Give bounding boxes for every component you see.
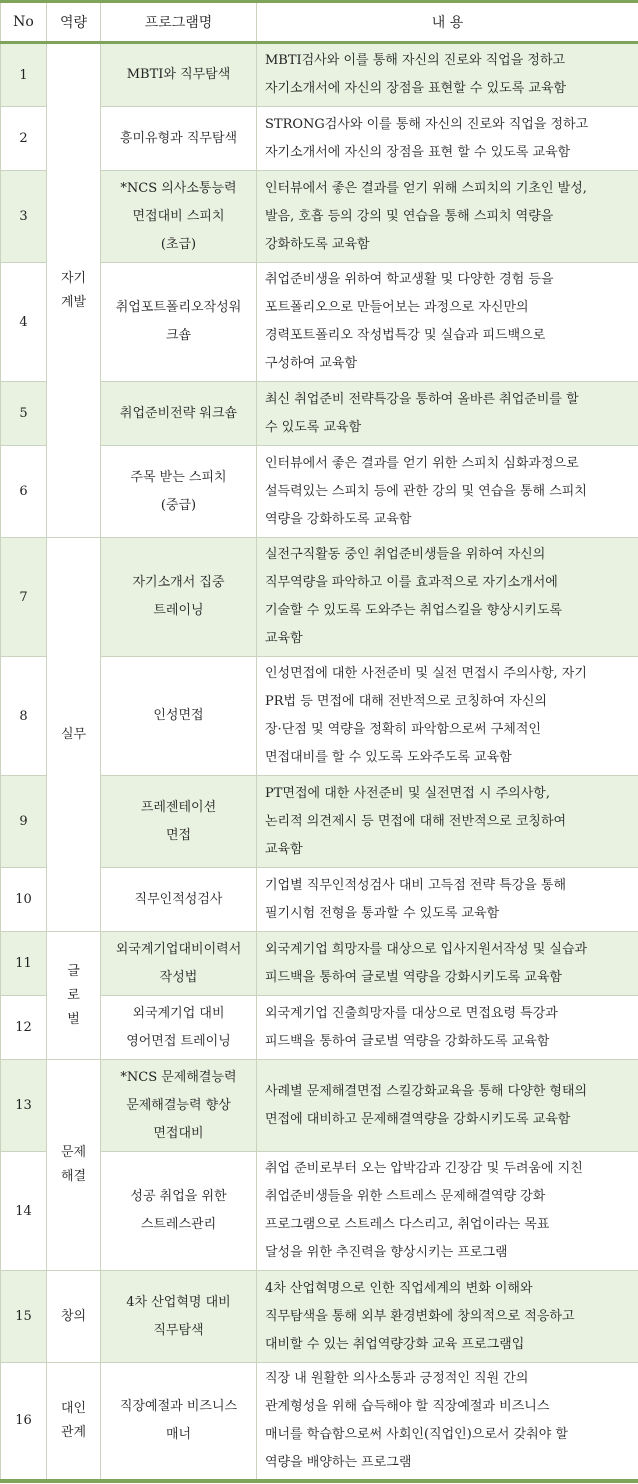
program-name: *NCS 문제해결능력 문제해결능력 향상 면접대비 [101, 1060, 257, 1152]
program-name: *NCS 의사소통능력 면접대비 스피치 (초급) [101, 171, 257, 263]
table-row [1, 538, 638, 657]
header-program: 프로그램명 [101, 2, 257, 43]
category-interpersonal: 대인 관계 [47, 1363, 101, 1481]
program-name: 성공 취업을 위한 스트레스관리 [101, 1152, 257, 1271]
program-content: 인터뷰에서 좋은 결과를 얻기 위해 스피치의 기초인 발성, 발음, 호흡 등의 강의 및 연습을 통해 스피치 역량을 강화하도록 교육함 [257, 171, 638, 263]
program-content: PT면접에 대한 사전준비 및 실전면접 시 주의사항, 논리적 의견제시 등 면접에 대해 전반적으로 코칭하여 교육함 [257, 776, 638, 868]
program-name: 흥미유형과 직무탐색 [101, 107, 257, 171]
table-row [1, 1271, 638, 1363]
program-name: 직무인적성검사 [101, 868, 257, 932]
program-name: 4차 산업혁명 대비 직무탐색 [101, 1271, 257, 1363]
header-content: 내 용 [257, 2, 638, 43]
program-content: 직장 내 원활한 의사소통과 긍정적인 직원 간의 관계형성을 위해 습득해야 할 직장예절과 비즈니스 매너를 학습함으로써 사회인(직업인)으로서 갖춰야 할 역량을 배양하는 프로그램 [257, 1363, 638, 1481]
program-name: 인성면접 [101, 657, 257, 776]
row-number: 4 [1, 263, 47, 382]
program-name: MBTI와 직무탐색 [101, 43, 257, 107]
row-number: 3 [1, 171, 47, 263]
program-name: 취업준비전략 워크숍 [101, 382, 257, 446]
table-row [1, 1363, 638, 1481]
program-content: 사례별 문제해결면접 스킬강화교육을 통해 다양한 형태의 면접에 대비하고 문제해결역량을 강화시키도록 교육함 [257, 1060, 638, 1152]
program-content: 인성면접에 대한 사전준비 및 실전 면접시 주의사항, 자기 PR법 등 면접에 대해 전반적으로 코칭하여 자신의 장·단점 및 역량을 정확히 파악함으로써 구체적인 면접대비를 할 수 있도록 도와주도록 교육함 [257, 657, 638, 776]
program-content: 기업별 직무인적성검사 대비 고득점 전략 특강을 통해 필기시험 전형을 통과할 수 있도록 교육함 [257, 868, 638, 932]
table-row [1, 932, 638, 996]
header-category: 역량 [47, 2, 101, 43]
row-number: 12 [1, 996, 47, 1060]
program-content: 최신 취업준비 전략특강을 통하여 올바른 취업준비를 할 수 있도록 교육함 [257, 382, 638, 446]
program-content: 취업 준비로부터 오는 압박감과 긴장감 및 두려움에 지친 취업준비생들을 위한 스트레스 문제해결역량 강화 프로그램으로 스트레스 다스리고, 취업이라는 목표 달성을 위한 추진력을 향상시키는 프로그램 [257, 1152, 638, 1271]
program-name: 외국계기업 대비 영어면접 트레이닝 [101, 996, 257, 1060]
row-number: 11 [1, 932, 47, 996]
row-number: 15 [1, 1271, 47, 1363]
program-content: MBTI검사와 이를 통해 자신의 진로와 직업을 정하고 자기소개서에 자신의 장점을 표현할 수 있도록 교육함 [257, 43, 638, 107]
program-content: 4차 산업혁명으로 인한 직업세계의 변화 이해와 직무탐색을 통해 외부 환경변화에 창의적으로 적응하고 대비할 수 있는 취업역량강화 교육 프로그램입 [257, 1271, 638, 1363]
program-name: 직장예절과 비즈니스 매너 [101, 1363, 257, 1481]
row-number: 9 [1, 776, 47, 868]
program-content: 인터뷰에서 좋은 결과를 얻기 위한 스피치 심화과정으로 설득력있는 스피치 등에 관한 강의 및 연습을 통해 스피치 역량을 강화하도록 교육함 [257, 446, 638, 538]
row-number: 13 [1, 1060, 47, 1152]
row-number: 8 [1, 657, 47, 776]
table-header-row [1, 2, 638, 43]
row-number: 10 [1, 868, 47, 932]
row-number: 5 [1, 382, 47, 446]
category-practice: 실무 [47, 538, 101, 932]
program-name: 주목 받는 스피치 (중급) [101, 446, 257, 538]
row-number: 2 [1, 107, 47, 171]
row-number: 14 [1, 1152, 47, 1271]
row-number: 16 [1, 1363, 47, 1481]
header-no: No [1, 2, 47, 43]
program-content: 외국계기업 희망자를 대상으로 입사지원서작성 및 실습과 피드백을 통하여 글로벌 역량을 강화시키도록 교육함 [257, 932, 638, 996]
row-number: 1 [1, 43, 47, 107]
program-content: 외국계기업 진출희망자를 대상으로 면접요령 특강과 피드백을 통하여 글로벌 역량을 강화하도록 교육함 [257, 996, 638, 1060]
category-self-development: 자기 계발 [47, 43, 101, 538]
program-name: 취업포트폴리오작성워 크숍 [101, 263, 257, 382]
row-number: 7 [1, 538, 47, 657]
program-content: 실전구직활동 중인 취업준비생들을 위하여 자신의 직무역량을 파악하고 이를 효과적으로 자기소개서에 기술할 수 있도록 도와주는 취업스킬을 향상시키도록 교육함 [257, 538, 638, 657]
category-global: 글 로 벌 [47, 932, 101, 1060]
program-name: 프레젠테이션 면접 [101, 776, 257, 868]
table-row [1, 1060, 638, 1152]
row-number: 6 [1, 446, 47, 538]
table-row [1, 43, 638, 107]
program-content: STRONG검사와 이를 통해 자신의 진로와 직업을 정하고 자기소개서에 자신의 장점을 표현 할 수 있도록 교육함 [257, 107, 638, 171]
category-creativity: 창의 [47, 1271, 101, 1363]
program-content: 취업준비생을 위하여 학교생활 및 다양한 경험 등을 포트폴리오으로 만들어보는 과정으로 자신만의 경력포트폴리오 작성법특강 및 실습과 피드백으로 구성하여 교육함 [257, 263, 638, 382]
program-name: 외국계기업대비이력서 작성법 [101, 932, 257, 996]
category-problem-solving: 문제 해결 [47, 1060, 101, 1271]
program-name: 자기소개서 집중 트레이닝 [101, 538, 257, 657]
